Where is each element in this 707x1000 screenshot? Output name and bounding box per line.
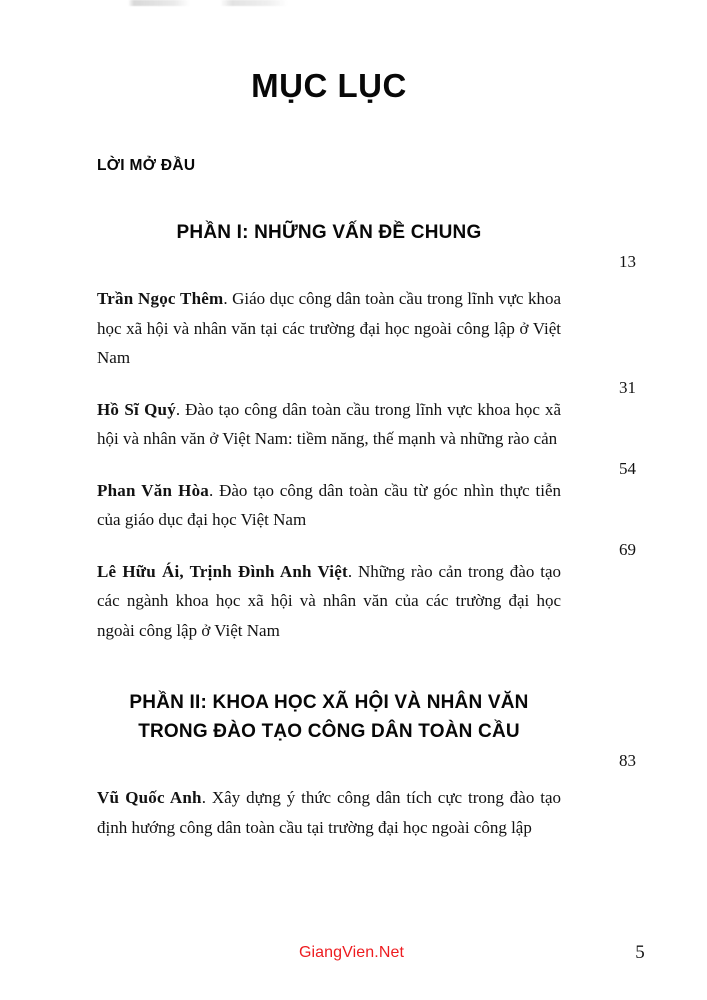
- entry-author: Trần Ngọc Thêm: [97, 289, 224, 308]
- page-content: [97, 0, 636, 842]
- entry-title: Xây dựng ý thức công dân tích cực trong đào tạo định hướng công dân toàn cầu tại trường đại học ngoài công lập: [97, 788, 562, 837]
- part-heading-2: [97, 645, 561, 746]
- entry-separator: .: [201, 788, 212, 807]
- page-number-folio: 5: [635, 942, 645, 963]
- entry-author: Lê Hữu Ái, Trịnh Đình Anh Việt: [97, 561, 348, 581]
- toc-entry: [97, 454, 636, 535]
- part-heading-1: [97, 177, 561, 247]
- watermark-text: GiangVien.Net: [298, 944, 405, 961]
- entry-separator: .: [347, 561, 358, 581]
- entry-title: Những rào cản trong đào tạo các ngành khoa học xã hội và nhân văn của các trường đại học ngoài công lập ở Việt Nam: [97, 561, 561, 640]
- toc-entry: [97, 247, 636, 373]
- entry-separator: .: [223, 289, 233, 308]
- entry-author: Vũ Quốc Anh: [97, 788, 202, 807]
- entry-page-number: 13: [619, 252, 636, 271]
- part-heading-1-line-1: PHẦN I: NHỮNG VẤN ĐỀ CHUNG: [176, 222, 482, 243]
- entry-author: Hồ Sĩ Quý: [97, 399, 176, 419]
- entry-page-number: 83: [619, 751, 636, 770]
- entry-author: Phan Văn Hòa: [97, 480, 209, 500]
- toc-entry: [97, 373, 636, 454]
- entry-page-number: 54: [619, 458, 636, 478]
- part-heading-2-line-1: PHẦN II: KHOA HỌC XÃ HỘI VÀ NHÂN VĂN: [129, 692, 529, 713]
- watermark: [0, 944, 707, 962]
- preface-entry: LỜI MỞ ĐẦU: [97, 157, 196, 174]
- entry-separator: .: [208, 480, 220, 500]
- entry-title: Đào tạo công dân toàn cầu từ góc nhìn thực tiễn của giáo dục đại học Việt Nam: [97, 480, 561, 529]
- toc-entry: [97, 746, 636, 842]
- entry-separator: .: [175, 399, 186, 419]
- entry-title: Đào tạo công dân toàn cầu trong lĩnh vực khoa học xã hội và nhân văn ở Việt Nam: tiềm năng, thế mạnh và những rào cản: [97, 399, 561, 448]
- entry-page-number: 31: [619, 377, 636, 397]
- part-heading-2-line-2: TRONG ĐÀO TẠO CÔNG DÂN TOÀN CẦU: [138, 721, 520, 742]
- toc-entry: [97, 535, 636, 646]
- entry-title: Giáo dục công dân toàn cầu trong lĩnh vực khoa học xã hội và nhân văn tại các trường đại học ngoài công lập ở Việt Nam: [97, 289, 561, 367]
- entry-page-number: 69: [619, 539, 636, 559]
- page-title: MỤC LỤC: [251, 67, 407, 104]
